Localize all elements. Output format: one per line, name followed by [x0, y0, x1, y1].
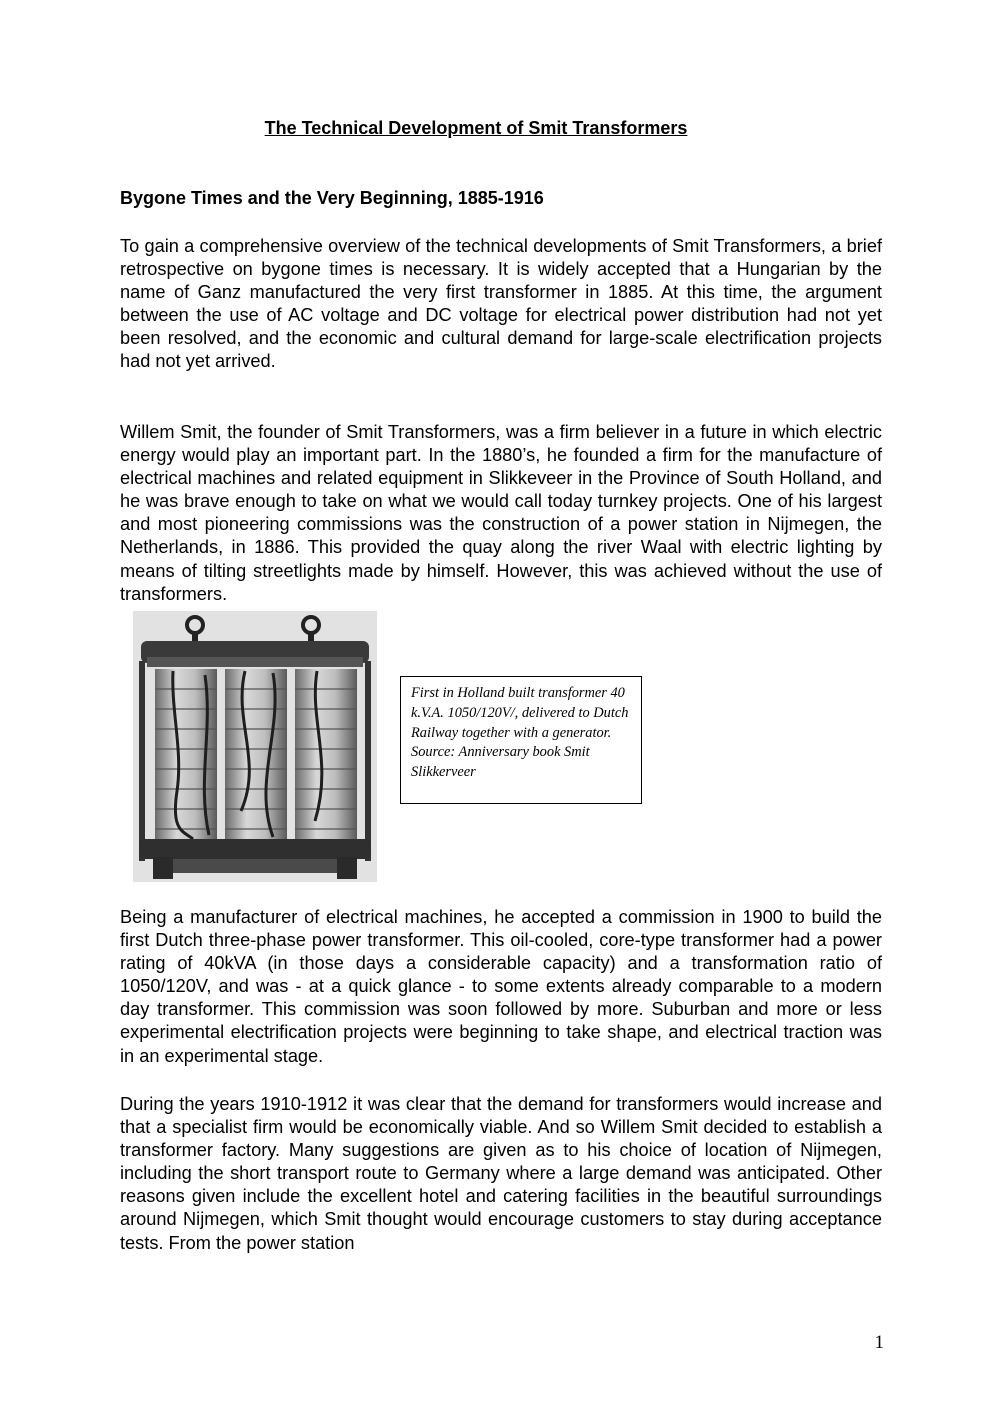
figure-caption: First in Holland built transformer 40 k.V.A. 1050/120V/, delivered to Dutch Railway together with a generator. Source: Anniversary book Smit Slikkerveer: [400, 676, 642, 804]
transformer-photo: [133, 611, 377, 882]
page-number: 1: [874, 1332, 884, 1353]
paragraph-willem-smit: Willem Smit, the founder of Smit Transformers, was a firm believer in a future in which electric energy would play an important part. In the 1880’s, he founded a firm for the manufacture of electrical machines and related equipment in Slikkeveer in the Province of South Holland, and he was brave enough to take on what we would call today turnkey projects. One of his largest and most pioneering commissions was the construction of a power station in Nijmegen, the Netherlands, in 1886. This provided the quay along the river Waal with electric lighting by means of tilting streetlights made by himself. However, this was achieved without the use of transformers.: [120, 422, 882, 604]
paragraph-first-transformer: Being a manufacturer of electrical machines, he accepted a commission in 1900 to build the first Dutch three-phase power transformer. This oil-cooled, core-type transformer had a power rating of 40kVA (in those days a considerable capacity) and a transformation ratio of 1050/120V, and was - at a quick glance - to some extents already comparable to a modern day transformer. This commission was soon followed by more. Suburban and more or less experimental electrification projects were beginning to take shape, and electrical traction was in an experimental stage.: [120, 907, 882, 1066]
paragraph-factory: During the years 1910-1912 it was clear that the demand for transformers would increase and that a specialist firm would be economically viable. And so Willem Smit decided to establish a transformer factory. Many suggestions are given as to his choice of location of Nijmegen, including the short transport route to Germany where a large demand was anticipated. Other reasons given include the excellent hotel and catering facilities in the beautiful surroundings around Nijmegen, which Smit thought would encourage customers to stay during acceptance tests. From the power station: [120, 1094, 882, 1253]
document-title: The Technical Development of Smit Transformers: [264, 118, 688, 138]
section-heading: Bygone Times and the Very Beginning, 1885-1916: [120, 188, 544, 208]
paragraph-intro: To gain a comprehensive overview of the technical developments of Smit Transformers, a brief retrospective on bygone times is necessary. It is widely accepted that a Hungarian by the name of Ganz manufactured the very first transformer in 1885. At this time, the argument between the use of AC voltage and DC voltage for electrical power distribution had not yet been resolved, and the economic and cultural demand for large-scale electrification projects had not yet arrived.: [120, 236, 882, 372]
